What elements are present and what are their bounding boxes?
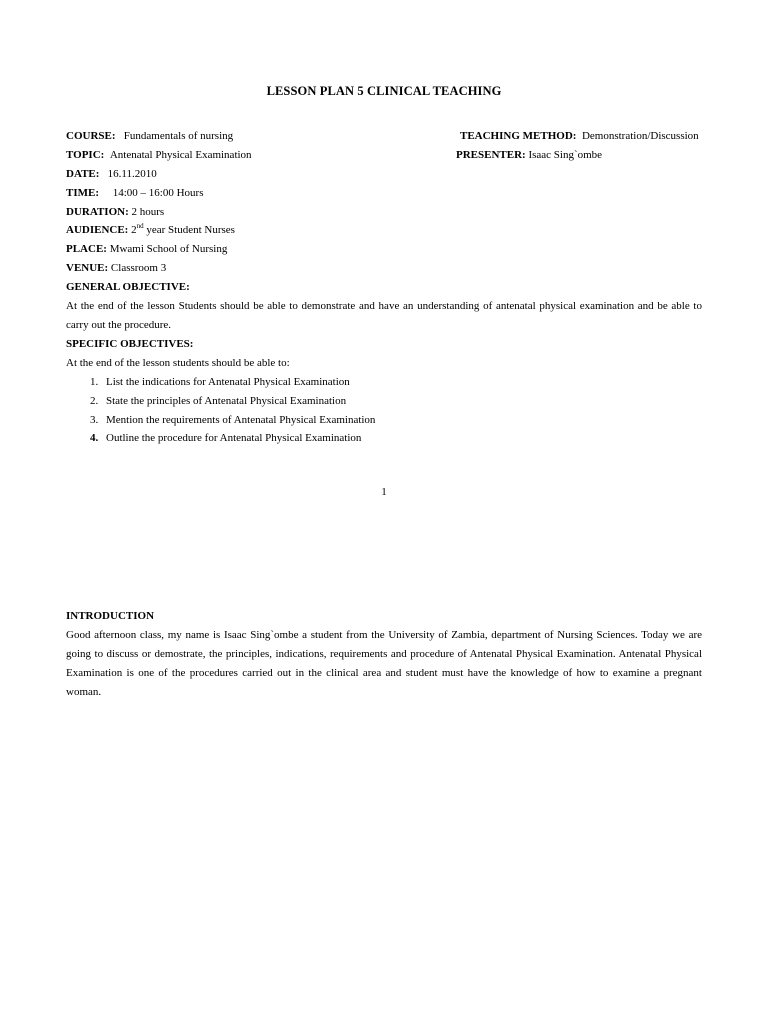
list-item-text: Mention the requirements of Antenatal Physical Examination [106,413,376,426]
field-label: COURSE: [66,130,116,142]
field-value-superscript: nd [136,222,144,231]
list-item [66,411,702,430]
list-item-number: 2. [90,394,99,407]
field-label: DATE: [66,167,100,180]
field-label: DURATION: [66,205,129,218]
field-label: PRESENTER: [456,148,526,161]
page-title: LESSON PLAN 5 CLINICAL TEACHING [266,84,502,98]
general-objective-heading: GENERAL OBJECTIVE: [66,281,190,293]
field-value: 14:00 – 16:00 Hours [112,186,204,199]
left-field-column [66,127,446,278]
field-value: Fundamentals of nursing [123,130,234,142]
field-audience [66,221,446,240]
field-venue [66,259,446,278]
field-value: year Student Nurses [146,224,235,237]
field-course [66,127,446,146]
specific-objectives-list [66,373,702,449]
field-label: PLACE: [66,243,107,256]
field-value-prefix: 2 [131,224,137,237]
field-value: Demonstration/Discussion [581,130,699,142]
field-date [66,165,446,184]
general-objective-section [66,278,702,335]
introduction-heading: INTRODUCTION [66,610,155,622]
list-item [66,373,702,392]
field-value: 2 hours [131,205,165,218]
general-objective-text: At the end of the lesson Students should be able to demonstrate and have an understanding of antenatal physical examination and be able to carry out the procedure. [66,299,702,331]
field-value: Mwami School of Nursing [109,243,228,256]
list-item [66,429,702,448]
field-label: TIME: [66,186,99,199]
list-item-text: List the indications for Antenatal Physical Examination [106,375,350,388]
right-field-column [456,127,716,165]
field-duration [66,203,446,222]
field-presenter [456,146,716,165]
page-number: 1 [381,486,387,498]
field-value: 16.11.2010 [107,167,157,180]
field-label: TOPIC: [66,148,105,161]
field-value: Isaac Sing`ombe [528,148,603,161]
specific-objectives-intro: At the end of the lesson students should be able to: [66,356,290,369]
field-value: Classroom 3 [110,262,167,275]
field-label: AUDIENCE: [66,224,129,237]
list-item-number: 1. [90,375,99,388]
introduction-section [66,607,702,702]
field-place [66,240,446,259]
field-label: TEACHING METHOD: [460,130,577,142]
list-item-number: 4. [90,432,99,445]
list-item-number: 3. [90,413,99,426]
specific-objectives-heading: SPECIFIC OBJECTIVES: [66,338,194,350]
list-item [66,392,702,411]
list-item-text: Outline the procedure for Antenatal Physical Examination [106,432,362,445]
field-label: VENUE: [66,262,109,275]
introduction-text: Good afternoon class, my name is Isaac Sing`ombe a student from the University of Zambia, department of Nursing Sciences. Today we are going to discuss or demostrate, the principles, indications, requirements and procedure of Antenatal Physical Examination. Antenatal Physical Examination is one of the procedures carried out in the clinical area and student must have the knowledge of how to examine a pregnant woman. [66,628,702,698]
specific-objectives-section [66,335,702,448]
field-topic [66,146,446,165]
list-item-text: State the principles of Antenatal Physical Examination [106,394,347,407]
field-teaching-method [456,127,716,146]
field-value: Antenatal Physical Examination [109,148,252,161]
field-time [66,184,446,203]
